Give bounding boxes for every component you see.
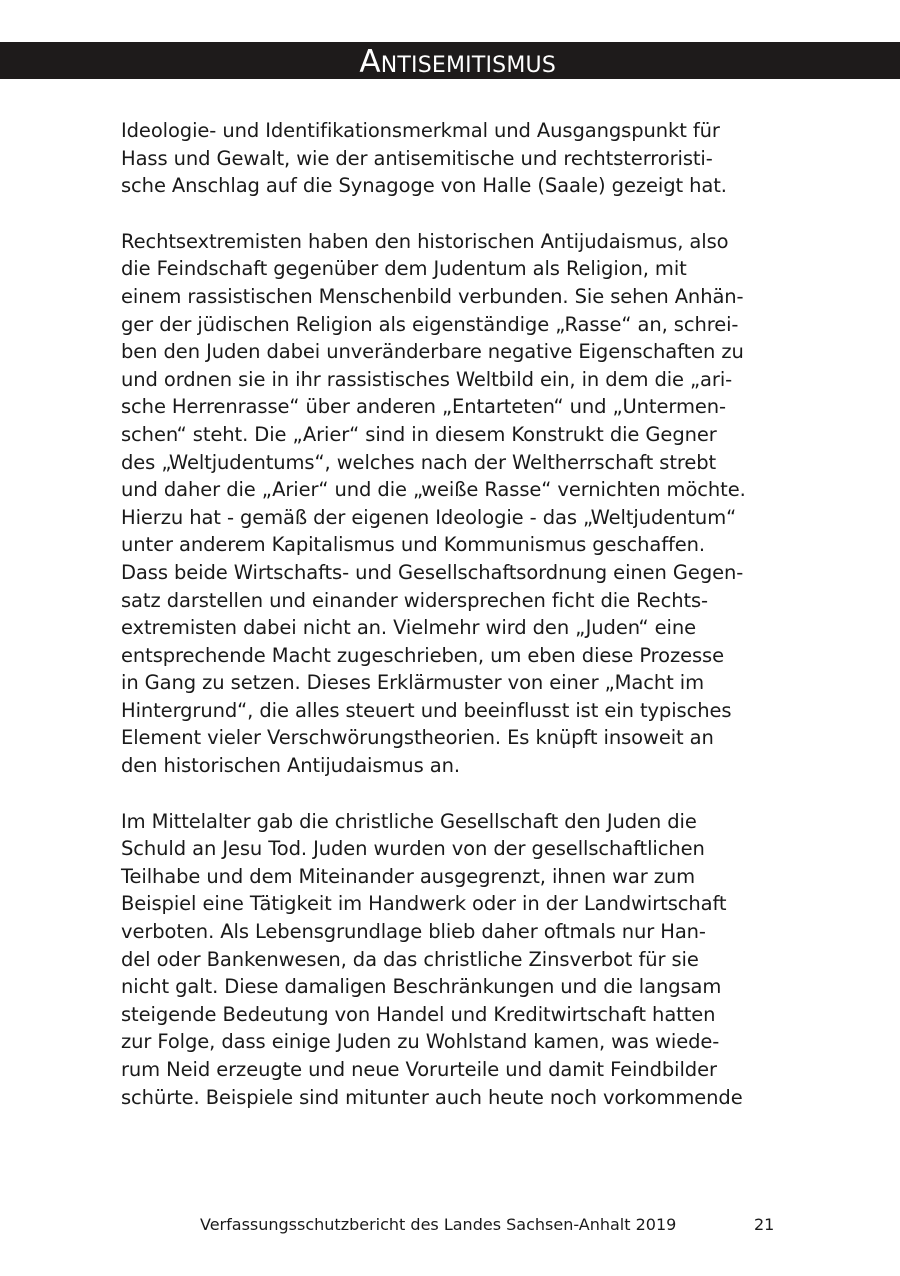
text-line: einem rassistischen Menschenbild verbunden. Sie sehen Anhän- <box>121 284 744 308</box>
text-line: die Feindschaft gegenüber dem Judentum als Religion, mit <box>121 257 687 281</box>
text-line: Element vieler Verschwörungstheorien. Es knüpft insoweit an <box>121 726 714 750</box>
text-line: Im Mittelalter gab die christliche Gesellschaft den Juden die <box>121 809 697 833</box>
page-number: 21 <box>754 1215 775 1234</box>
text-line: ger der jüdischen Religion als eigenständige „Rasse“ an, schrei- <box>121 312 739 336</box>
header-bar <box>0 42 900 79</box>
text-line: und daher die „Arier“ und die „weiße Rasse“ vernichten möchte. <box>121 478 746 502</box>
text-line: Hierzu hat - gemäß der eigenen Ideologie - das „Weltjudentum“ <box>121 505 737 529</box>
text-line: ben den Juden dabei unveränderbare negative Eigenschaften zu <box>121 340 744 364</box>
text-line: und ordnen sie in ihr rassistisches Weltbild ein, in dem die „ari- <box>121 367 733 391</box>
body-text <box>121 117 781 1139</box>
text-line: extremisten dabei nicht an. Vielmehr wird den „Juden“ eine <box>121 616 697 640</box>
text-line: Hintergrund“, die alles steuert und beeinflusst ist ein typisches <box>121 698 732 722</box>
text-line: schen“ steht. Die „Arier“ sind in diesem Konstrukt die Gegner <box>121 422 717 446</box>
text-line: sche Herrenrasse“ über anderen „Entarteten“ und „Untermen- <box>121 395 726 419</box>
text-line: schürte. Beispiele sind mitunter auch heute noch vorkommende <box>121 1085 743 1109</box>
text-line: Schuld an Jesu Tod. Juden wurden von der gesellschaftlichen <box>121 837 705 861</box>
text-line: Teilhabe und dem Miteinander ausgegrenzt, ihnen war zum <box>121 864 696 888</box>
footer-title: Verfassungsschutzbericht des Landes Sachsen-Anhalt 2019 <box>200 1215 677 1234</box>
text-line: rum Neid erzeugte und neue Vorurteile und damit Feindbilder <box>121 1058 717 1081</box>
text-line: Dass beide Wirtschafts- und Gesellschaftsordnung einen Gegen- <box>121 560 744 584</box>
text-line: unter anderem Kapitalismus und Kommunismus geschaffen. <box>121 533 706 557</box>
text-line: zur Folge, dass einige Juden zu Wohlstand kamen, was wiede- <box>121 1030 720 1054</box>
text-line: Beispiel eine Tätigkeit im Handwerk oder in der Landwirtschaft <box>121 892 727 916</box>
text-line: des „Weltjudentums“, welches nach der Weltherrschaft strebt <box>121 450 717 474</box>
paragraph-1 <box>121 117 781 200</box>
text-line: in Gang zu setzen. Dieses Erklärmuster von einer „Macht im <box>121 671 704 695</box>
text-line: satz darstellen und einander widersprechen ficht die Rechts- <box>121 588 708 612</box>
text-line: Rechtsextremisten haben den historischen Antijudaismus, also <box>121 229 729 253</box>
page-footer <box>0 1213 900 1237</box>
page-title: Antisemitismus <box>359 44 556 80</box>
text-line: sche Anschlag auf die Synagoge von Halle (Saale) gezeigt hat. <box>121 174 727 198</box>
text-line: steigende Bedeutung von Handel und Kreditwirtschaft hatten <box>121 1002 716 1026</box>
text-line: nicht galt. Diese damaligen Beschränkungen und die langsam <box>121 975 722 999</box>
text-line: del oder Bankenwesen, da das christliche Zinsverbot für sie <box>121 947 699 971</box>
text-line: Ideologie- und Identifikationsmerkmal und Ausgangspunkt für <box>121 119 720 142</box>
text-line: Hass und Gewalt, wie der antisemitische und rechtsterroristi- <box>121 146 713 170</box>
text-line: verboten. Als Lebensgrundlage blieb daher oftmals nur Han- <box>121 920 706 944</box>
text-line: den historischen Antijudaismus an. <box>121 754 460 778</box>
paragraph-3 <box>121 808 781 1112</box>
paragraph-2 <box>121 228 781 780</box>
text-line: entsprechende Macht zugeschrieben, um eben diese Prozesse <box>121 643 725 667</box>
